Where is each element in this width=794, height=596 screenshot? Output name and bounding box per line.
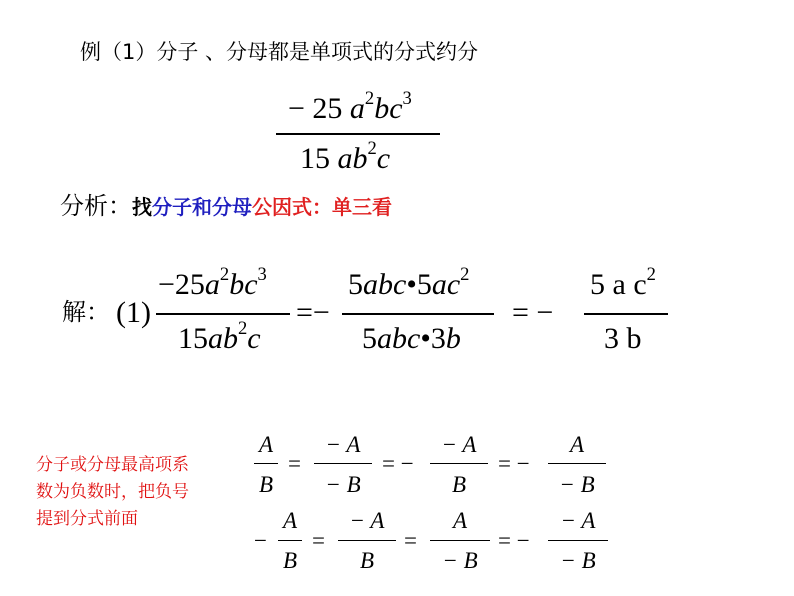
row1-frac1-denominator: B	[258, 472, 274, 497]
solution-frac2-bar	[342, 313, 494, 315]
solution-frac1-bar	[156, 313, 290, 315]
solution-frac1-numerator: $-25a^2bc^3$	[158, 264, 267, 301]
analysis-line: 分析：找分子和分母公因式：单三看	[60, 192, 392, 220]
example-title: 例（1）分子 、分母都是单项式的分式约分	[80, 40, 479, 64]
solution-eq1: =−	[296, 296, 330, 329]
row2-eq3: = −	[498, 528, 530, 553]
row2-frac3-denominator: − B	[442, 548, 478, 573]
row1-frac3-denominator: B	[451, 472, 467, 497]
row2-frac4-denominator: − B	[560, 548, 596, 573]
row1-eq1: =	[288, 451, 301, 476]
solution-frac3-numerator: 5 a $c^2$	[590, 264, 656, 301]
row1-frac4-denominator: − B	[559, 472, 595, 497]
row1-frac1-numerator: A	[258, 432, 274, 457]
solution-frac2-numerator: $5abc•5ac^2$	[348, 264, 470, 301]
row1-frac2-numerator: − A	[325, 432, 361, 457]
row1-frac2-denominator: − B	[325, 472, 361, 497]
row1-frac2-bar	[314, 463, 372, 464]
row1-frac1-bar	[254, 463, 278, 464]
solution-label: 解：	[62, 298, 110, 326]
row1-eq3: = −	[498, 451, 530, 476]
row2-frac2-numerator: − A	[349, 508, 385, 533]
analysis-label: 分析	[60, 192, 108, 220]
row2-frac4-numerator: − A	[560, 508, 596, 533]
rule-note: 分子或分母最高项系 数为负数时，把负号 提到分式前面	[36, 455, 189, 529]
row2-frac4-bar	[548, 540, 608, 541]
common-factor-text: 公因式：单三看	[252, 195, 392, 219]
solution-frac3-denominator: 3 b	[604, 322, 642, 355]
row1-frac4-numerator: A	[569, 432, 585, 457]
solution-frac1-denominator: $15ab^2c$	[178, 318, 261, 355]
top-fraction-numerator: − 25 $a^2bc^3$	[288, 88, 412, 125]
solution-eq2: = −	[512, 296, 554, 329]
row2-frac1-numerator: A	[282, 508, 298, 533]
row2-eq2: =	[404, 528, 417, 553]
solution-frac3-bar	[584, 313, 668, 315]
row2-frac3-numerator: A	[452, 508, 468, 533]
row2-frac1-denominator: B	[282, 548, 298, 573]
numerator-word: 分子	[152, 195, 192, 219]
row2-frac1-bar	[278, 540, 302, 541]
row1-frac4-bar	[548, 463, 606, 464]
row1-frac3-bar	[430, 463, 488, 464]
row2-frac3-bar	[430, 540, 490, 541]
top-fraction-bar	[276, 133, 440, 135]
denominator-word: 分母	[212, 195, 252, 219]
row2-minus: −	[254, 528, 267, 553]
solution-index: (1)	[116, 296, 151, 329]
row2-eq1: =	[312, 528, 325, 553]
row2-frac2-bar	[338, 540, 396, 541]
row1-eq2: = −	[382, 451, 414, 476]
solution-frac2-denominator: 5abc•3b	[362, 322, 461, 355]
row2-frac2-denominator: B	[359, 548, 375, 573]
top-fraction-denominator: 15 $ab^2c$	[300, 138, 391, 175]
row1-frac3-numerator: − A	[441, 432, 477, 457]
